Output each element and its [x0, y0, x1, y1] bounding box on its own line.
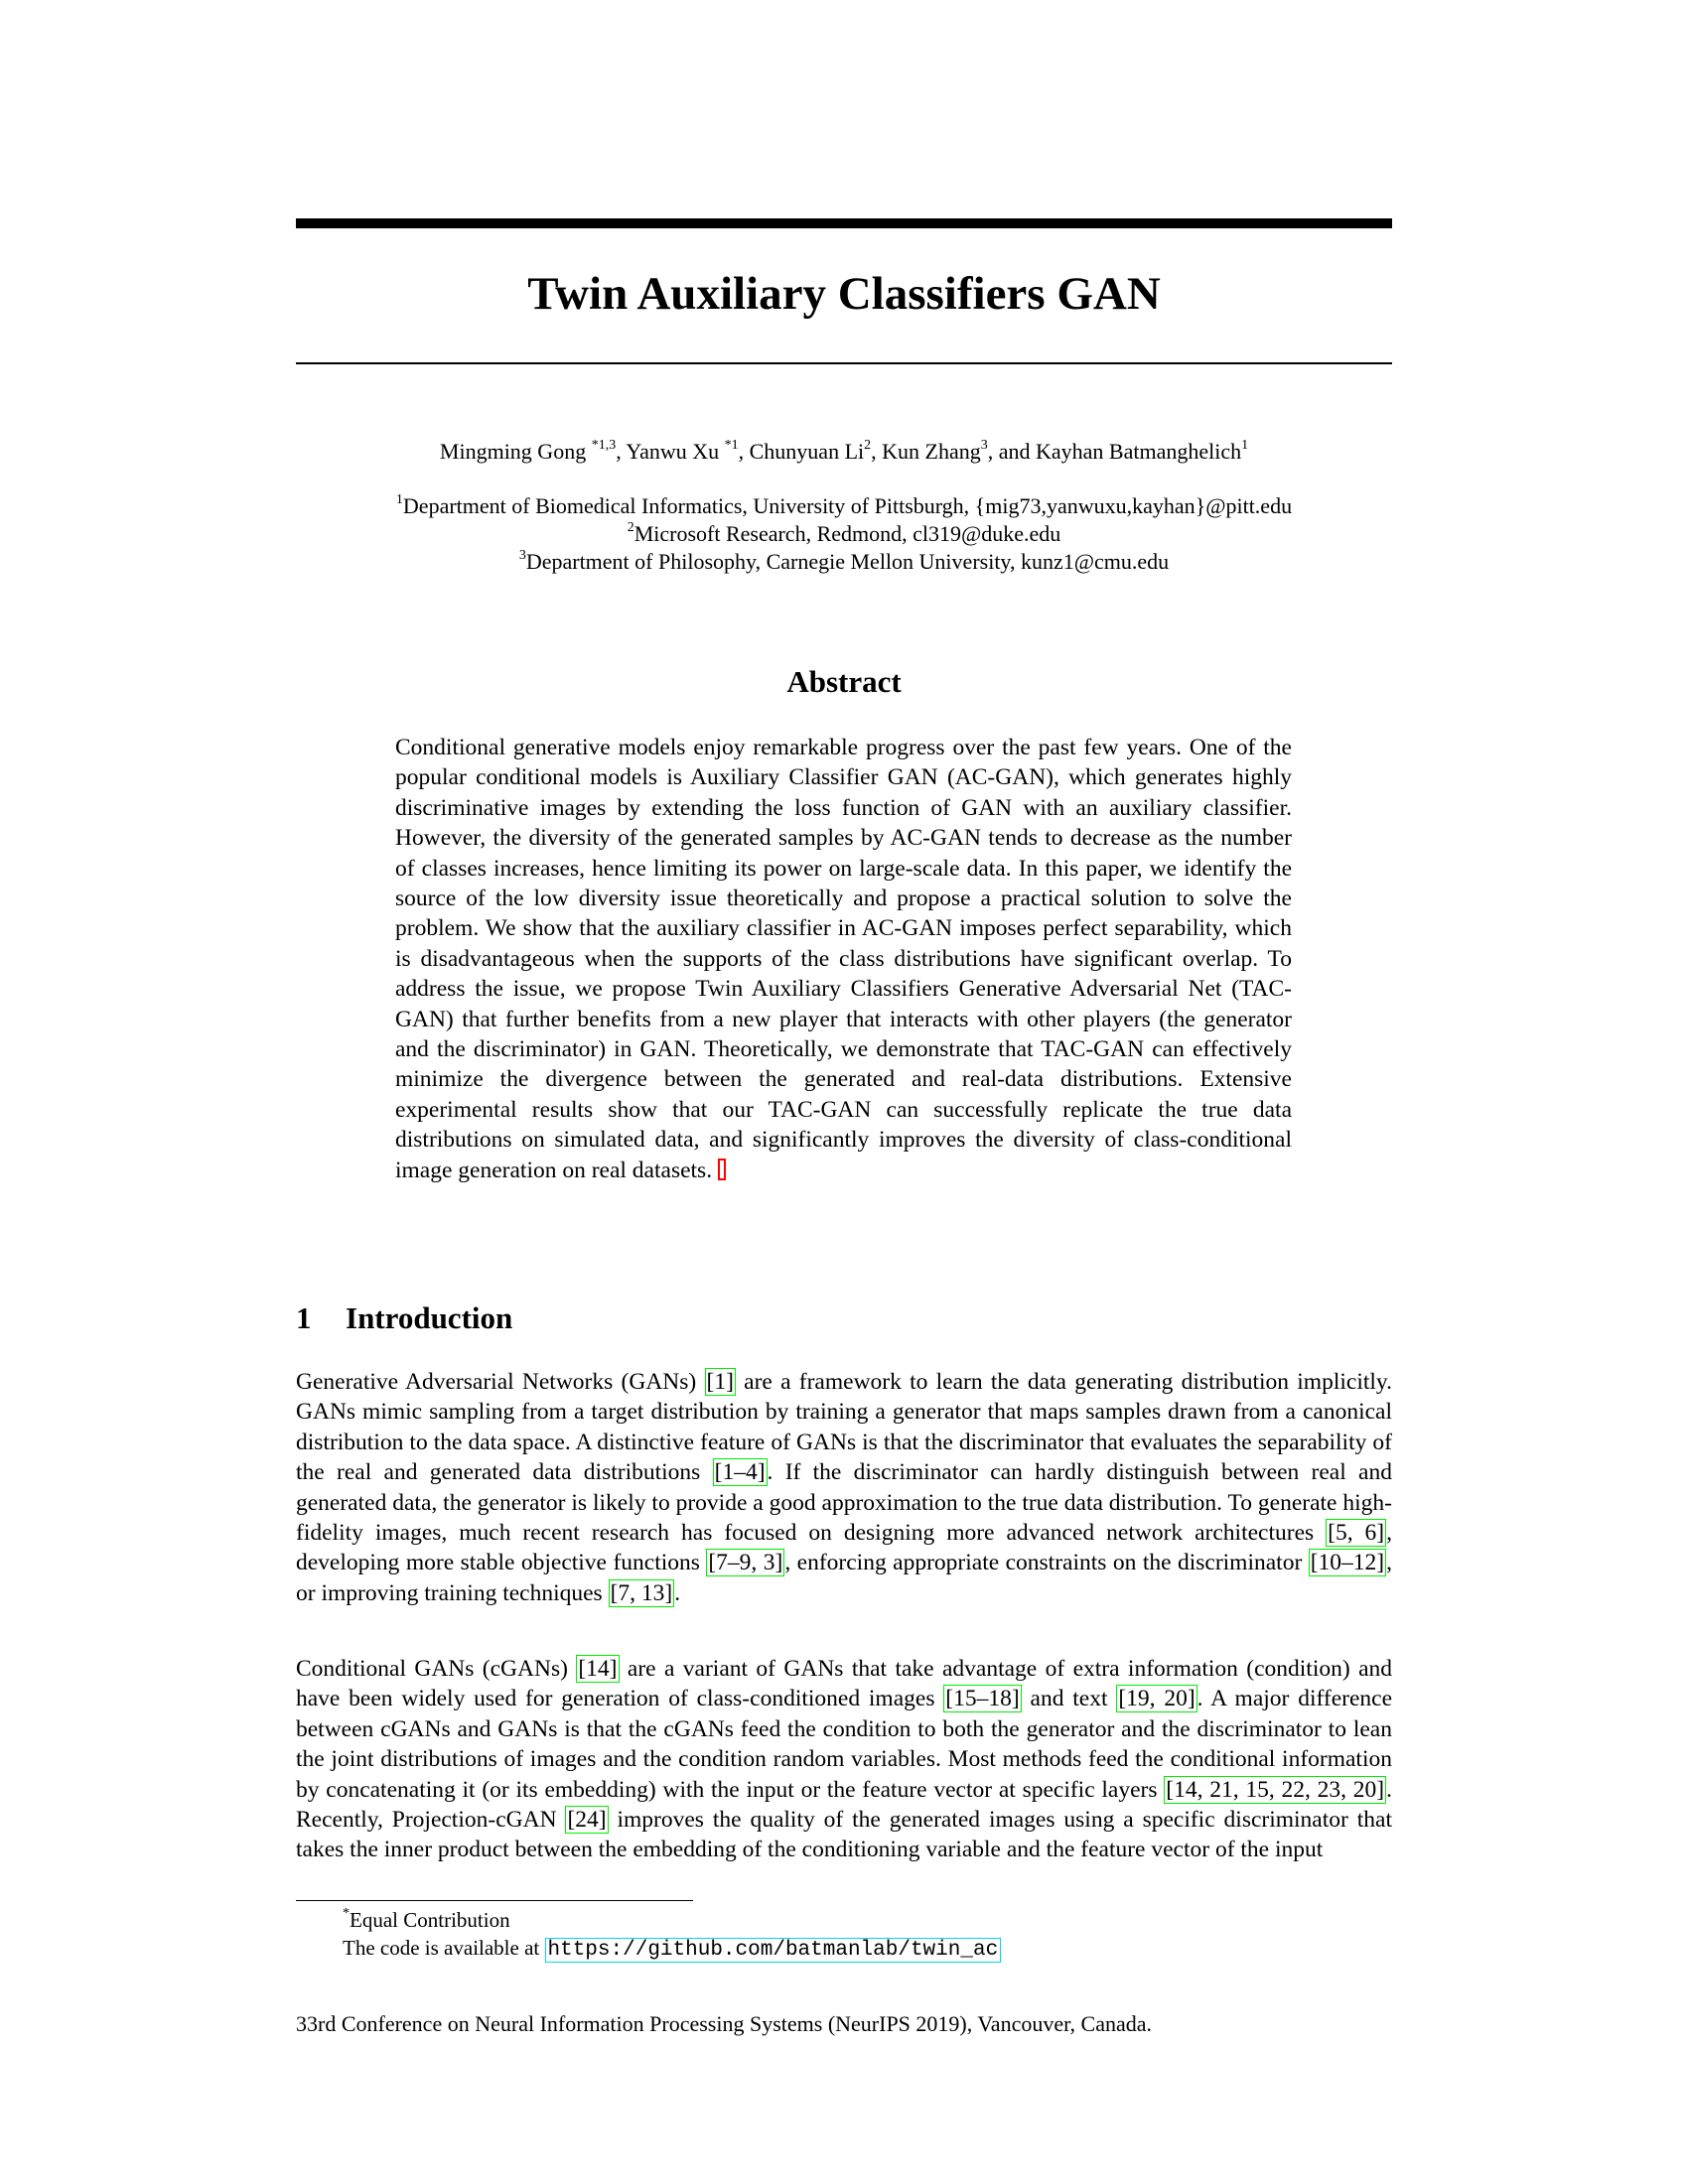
author-affil-marker: *1: [724, 437, 739, 453]
author-name: Mingming Gong: [439, 439, 592, 464]
affiliation-marker: 3: [518, 547, 526, 563]
footnote-text: Equal Contribution: [350, 1908, 510, 1932]
paragraph-text: . If the discriminator can hardly distinguish between real and generated data, the generator is likely to provide a good approximation to the true data distribution. To generate high-fidelity images, much recent research has focused on designing more advanced network architectures: [296, 1459, 1392, 1547]
citation-link[interactable]: [7, 13]: [610, 1579, 673, 1606]
citation-link[interactable]: [5, 6]: [1328, 1520, 1385, 1547]
citation-link[interactable]: [1]: [706, 1369, 734, 1395]
author-separator: ,: [738, 439, 750, 464]
paragraph-text: , enforcing appropriate constraints on the discriminator: [784, 1550, 1309, 1576]
paper-title: Twin Auxiliary Classifiers GAN: [527, 268, 1161, 320]
author-name: Yanwu Xu: [626, 439, 725, 464]
author-separator: , and: [987, 439, 1036, 464]
author-affil-marker: 2: [864, 437, 872, 453]
affiliation-marker: 2: [627, 519, 634, 535]
footnote-code: [343, 1934, 1385, 1965]
citation-link[interactable]: [14]: [578, 1656, 618, 1682]
author-affil-marker: 1: [1241, 437, 1249, 453]
affiliation-marker: 1: [395, 491, 403, 507]
paragraph-text: . A major difference between cGANs and GANs is that the cGANs feed the condition to both the generator and the discriminator to lean the joint distributions of images and the condition random variables. Most methods feed the conditional information by concatenating it (or its embedding) with the input or the feature vector at specific layers: [296, 1686, 1392, 1803]
affiliation-text: Microsoft Research, Redmond, cl319@duke.edu: [633, 521, 1061, 546]
intro-paragraph-2: [296, 1654, 1392, 1865]
citation-link[interactable]: [10–12]: [1310, 1550, 1385, 1576]
paragraph-text: .: [674, 1579, 681, 1606]
paragraph-text: Generative Adversarial Networks (GANs): [296, 1369, 705, 1395]
affiliation-text: Department of Biomedical Informatics, University of Pittsburgh, {mig73,yanwuxu,kayhan}@pitt.edu: [402, 493, 1293, 518]
paragraph-text: . Recently, Projection-cGAN: [296, 1776, 1392, 1834]
citation-link[interactable]: [15–18]: [945, 1686, 1020, 1712]
citation-link[interactable]: [14, 21, 15, 22, 23, 20]: [1166, 1776, 1385, 1803]
footnote-text: The code is available at: [343, 1936, 545, 1960]
affiliation: [296, 548, 1392, 576]
abstract-heading: Abstract: [786, 664, 902, 699]
author-affil-marker: 3: [980, 437, 988, 453]
footnotes: [343, 1906, 1385, 1965]
author-name: Kayhan Batmanghelich: [1035, 439, 1242, 464]
citation-link[interactable]: [1–4]: [714, 1459, 766, 1486]
author-separator: ,: [871, 439, 883, 464]
author-separator: ,: [616, 439, 627, 464]
footnote-marker: *: [343, 1906, 350, 1921]
abstract-body: [395, 733, 1292, 1185]
affiliation-list: [296, 492, 1392, 576]
paragraph-text: are a variant of GANs that take advantage of extra information (condition) and have been widely used for generation of class-conditioned images: [296, 1656, 1393, 1712]
author-name: Chunyuan Li: [749, 439, 865, 464]
section-number: 1: [296, 1300, 312, 1335]
footnote-link-box[interactable]: [718, 1159, 726, 1180]
paragraph-text: and text: [1021, 1686, 1117, 1712]
title-bottom-rule: [296, 362, 1392, 364]
title-top-rule: [296, 218, 1392, 228]
affiliation: [296, 492, 1392, 520]
paragraph-text: Conditional GANs (cGANs): [296, 1656, 577, 1682]
affiliation: [296, 520, 1392, 548]
citation-link[interactable]: [7–9, 3]: [708, 1550, 783, 1576]
abstract-text: Conditional generative models enjoy remarkable progress over the past few years. One of the popular conditional models is Auxiliary Classifier GAN (AC-GAN), which generates highly discriminative images by extending the loss function of GAN with an auxiliary classifier. However, the diversity of the generated samples by AC-GAN tends to decrease as the number of classes increases, hence limiting its power on large-scale data. In this paper, we identify the source of the low diversity issue theoretically and propose a practical solution to solve the problem. We show that the auxiliary classifier in AC-GAN imposes perfect separability, which is disadvantageous when the supports of the class distributions have significant overlap. To address the issue, we propose Twin Auxiliary Classifiers Generative Adversarial Net (TAC-GAN) that further benefits from a new player that interacts with other players (the generator and the discriminator) in GAN. Theoretically, we demonstrate that TAC-GAN can effectively minimize the divergence between the generated and real-data distributions. Extensive experimental results show that our TAC-GAN can successfully replicate the true data distributions on simulated data, and significantly improves the diversity of class-conditional image generation on real datasets.: [395, 735, 1292, 1183]
footnote-rule: [296, 1900, 693, 1901]
code-url-link[interactable]: https://github.com/batmanlab/twin_ac: [545, 1938, 1002, 1963]
venue-line: 33rd Conference on Neural Information Processing Systems (NeurIPS 2019), Vancouver, Canada.: [296, 2011, 1153, 2036]
affiliation-text: Department of Philosophy, Carnegie Mellon University, kunz1@cmu.edu: [525, 549, 1170, 574]
section-heading: [296, 1298, 1392, 1338]
paragraph-text: , or improving training techniques: [296, 1550, 1393, 1606]
paragraph-text: improves the quality of the generated images using a specific discriminator that takes the inner product between the embedding of the conditioning variable and the feature vector of the input: [296, 1807, 1392, 1863]
author-affil-marker: *1,3: [591, 437, 617, 453]
paragraph-text: , developing more stable objective functions: [296, 1520, 1392, 1576]
section-title: Introduction: [346, 1300, 513, 1335]
author-name: Kun Zhang: [882, 439, 981, 464]
footnote-equal-contribution: [343, 1906, 1385, 1934]
intro-paragraph-1: [296, 1367, 1392, 1608]
citation-link[interactable]: [24]: [567, 1807, 607, 1834]
citation-link[interactable]: [19, 20]: [1118, 1686, 1196, 1712]
author-list: [296, 437, 1392, 467]
paragraph-text: are a framework to learn the data generating distribution implicitly. GANs mimic sampling from a target distribution by training a generator that maps samples drawn from a canonical distribution to the data space. A distinctive feature of GANs is that the discriminator that evaluates the separability of the real and generated data distributions: [296, 1369, 1393, 1486]
